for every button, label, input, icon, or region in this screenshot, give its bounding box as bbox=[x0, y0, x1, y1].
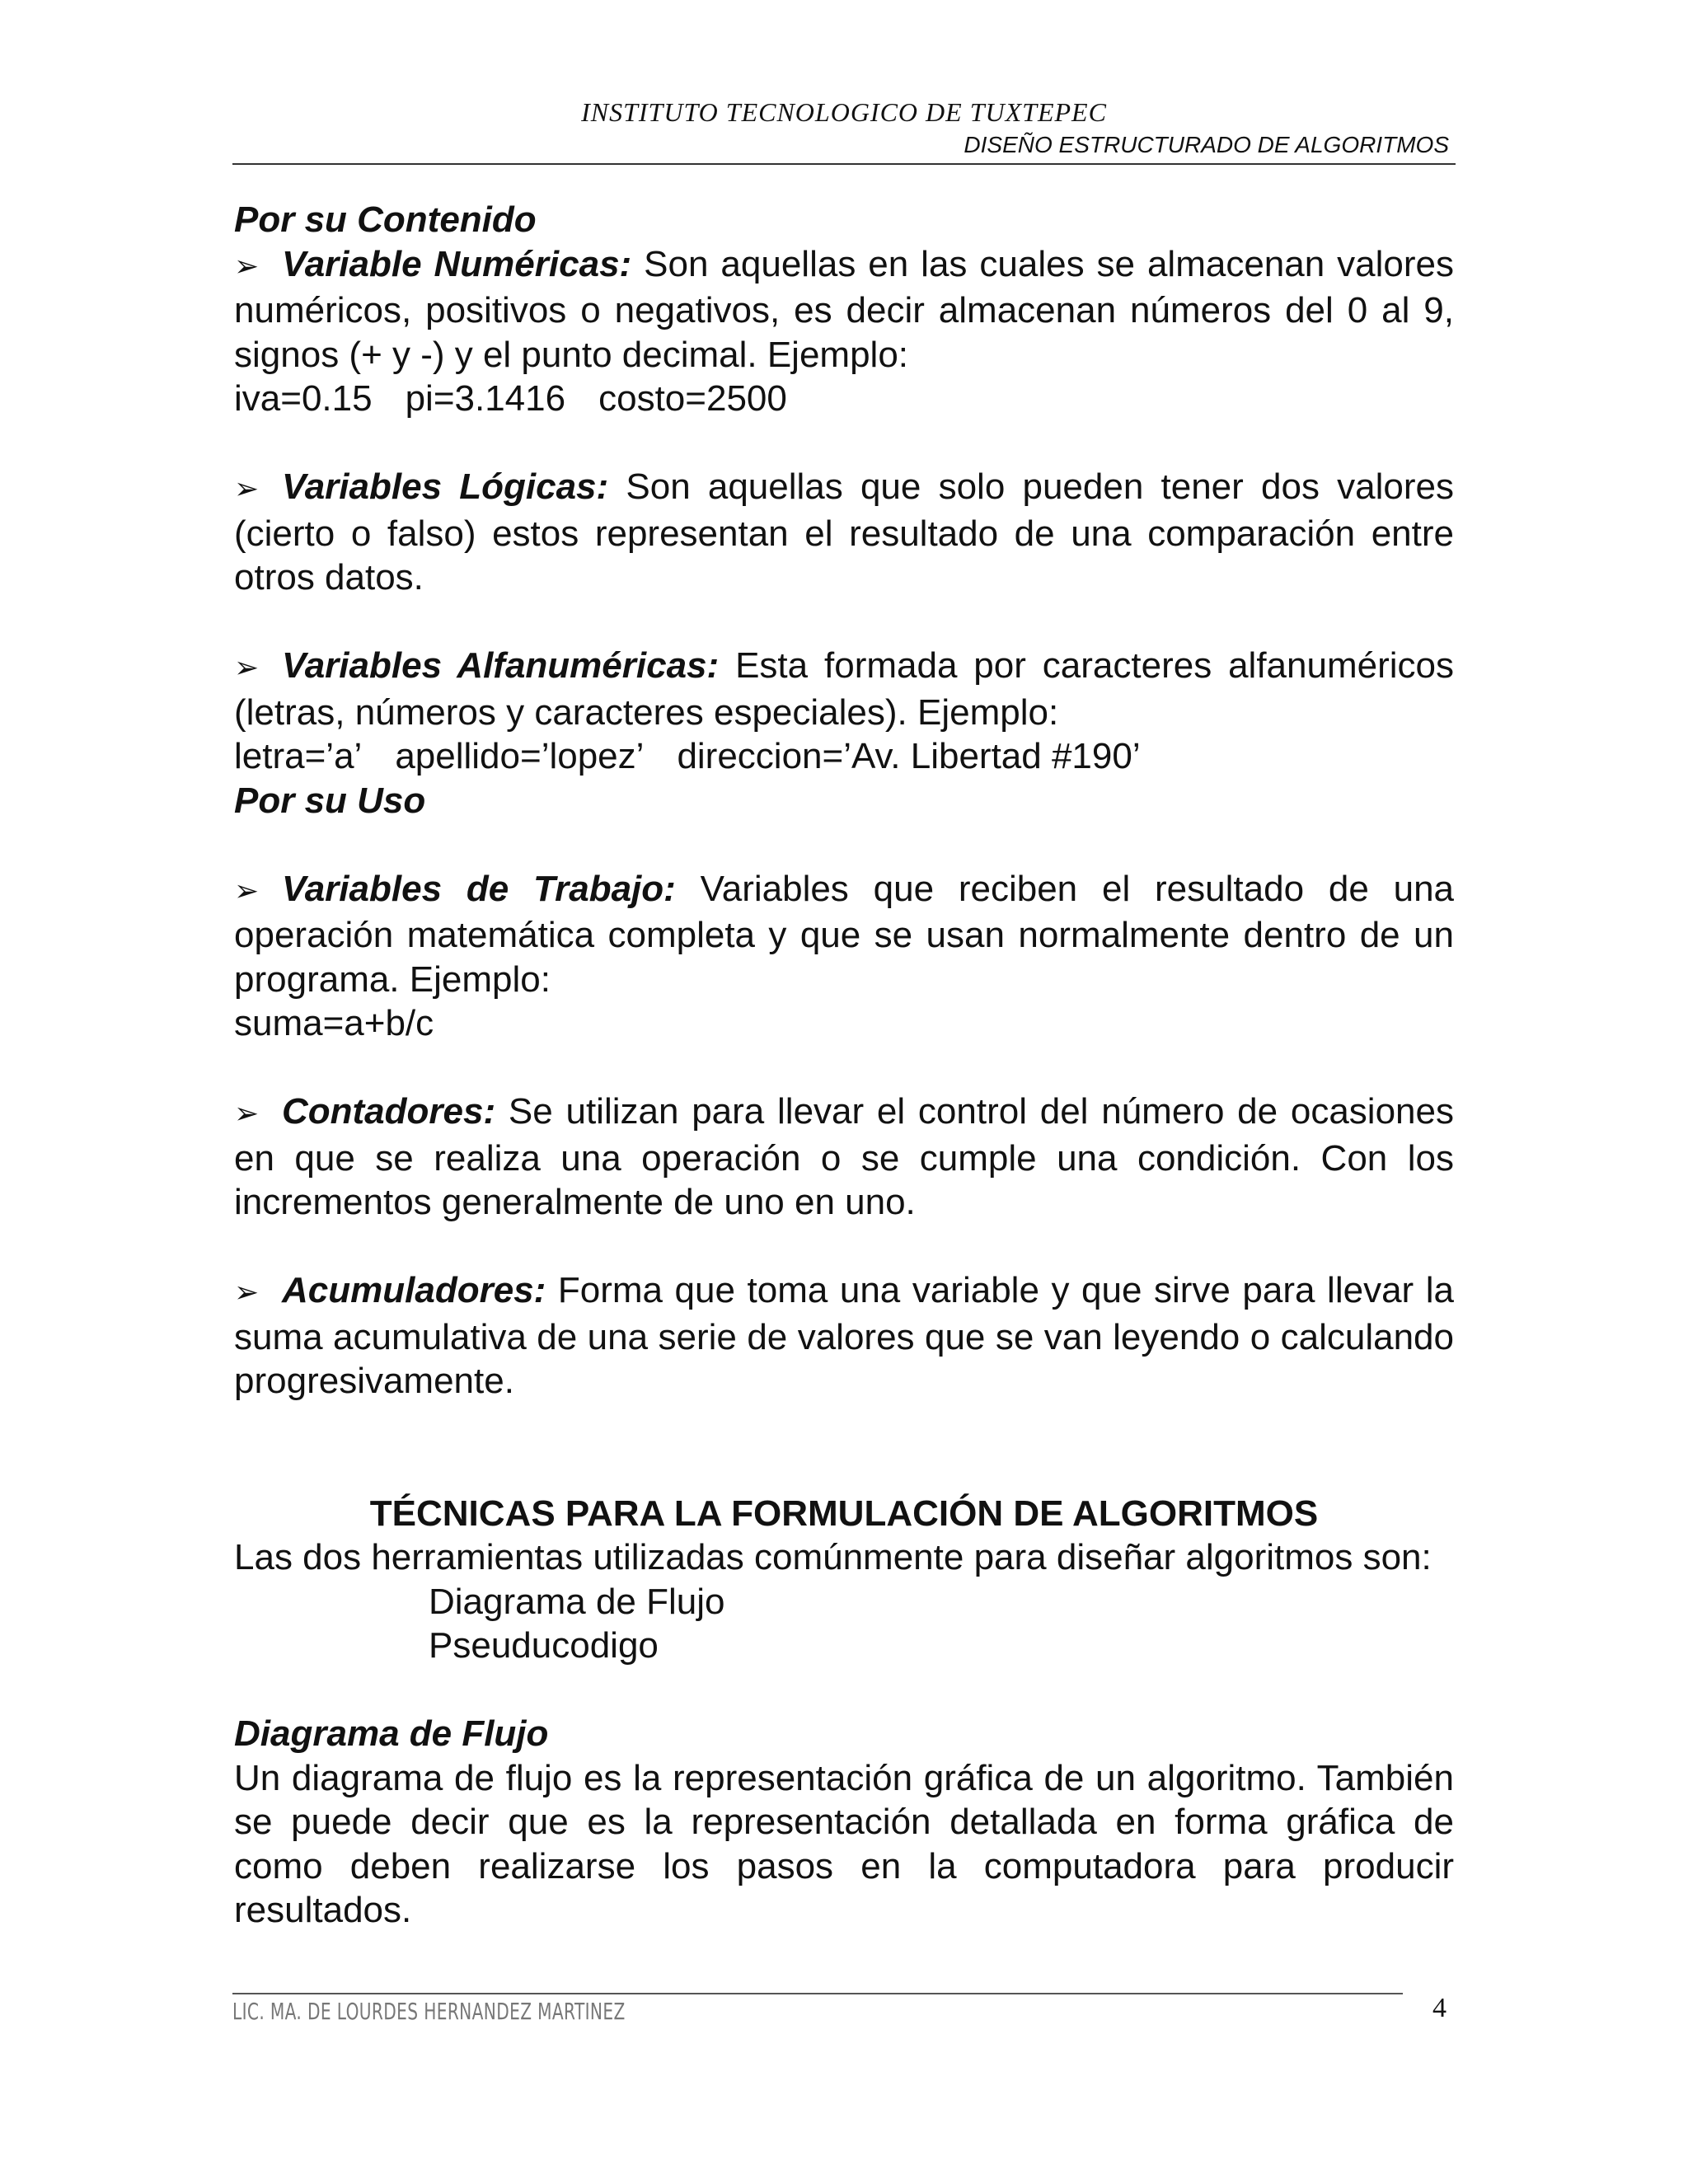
spacer bbox=[234, 823, 1454, 867]
tool-item: Diagrama de Flujo bbox=[429, 1581, 725, 1622]
section-title-tecnicas: TÉCNICAS PARA LA FORMULACIÓN DE ALGORITMOS bbox=[369, 1493, 1319, 1534]
desc-alfanumericas: Esta formada por caracteres alfanuméricos (letras, números y caracteres especiales). Ejemplo: bbox=[234, 645, 1454, 733]
header-divider bbox=[232, 163, 1456, 165]
page-content bbox=[234, 198, 1454, 1933]
term-trabajo: Variables de Trabajo: bbox=[282, 868, 676, 909]
section-title-uso: Por su Uso bbox=[234, 780, 426, 821]
term-acumuladores: Acumuladores: bbox=[282, 1270, 546, 1310]
page-header-course: DISEÑO ESTRUCTURADO DE ALGORITMOS bbox=[964, 132, 1449, 157]
item-contadores bbox=[234, 1090, 1454, 1225]
item-acumuladores bbox=[234, 1268, 1454, 1404]
desc-contadores: Se utilizan para llevar el control del número de ocasiones en que se realiza una operación o se cumple una condición. Con los incrementos generalmente de uno en uno. bbox=[234, 1091, 1454, 1222]
spacer bbox=[234, 600, 1454, 644]
spacer bbox=[234, 421, 1454, 466]
spacer bbox=[234, 1404, 1454, 1448]
example-direccion: direccion=’Av. Libertad #190’ bbox=[677, 736, 1141, 776]
arrow-bullet-icon: ➢ bbox=[234, 1276, 260, 1310]
footer-author: LIC. MA. DE LOURDES HERNANDEZ MARTINEZ bbox=[232, 1998, 626, 2025]
desc-acumuladores: Forma que toma una variable y que sirve para llevar la suma acumulativa de una serie de valores que se van leyendo o calculando progresivamente. bbox=[234, 1270, 1454, 1401]
example-iva: iva=0.15 bbox=[234, 378, 373, 419]
arrow-bullet-icon: ➢ bbox=[234, 651, 260, 685]
example-line-alfanumericas bbox=[234, 734, 1454, 779]
arrow-bullet-icon: ➢ bbox=[234, 1097, 260, 1131]
term-alfanumericas: Variables Alfanuméricas: bbox=[282, 645, 720, 686]
section-title-diagrama: Diagrama de Flujo bbox=[234, 1713, 549, 1754]
page-header-institution: INSTITUTO TECNOLOGICO DE TUXTEPEC bbox=[581, 97, 1107, 127]
desc-logicas: Son aquellas que solo pueden tener dos valores (cierto o falso) estos representan el resultado de una comparación entre otros datos. bbox=[234, 466, 1454, 598]
item-variables-logicas bbox=[234, 465, 1454, 600]
example-costo: costo=2500 bbox=[598, 378, 787, 419]
example-apellido: apellido=’lopez’ bbox=[395, 736, 645, 776]
desc-trabajo: Variables que reciben el resultado de una operación matemática completa y que se usan normalmente dentro de un programa. Ejemplo: bbox=[234, 868, 1455, 1000]
item-variables-trabajo bbox=[234, 867, 1454, 1002]
arrow-bullet-icon: ➢ bbox=[234, 874, 260, 908]
item-variables-alfanumericas bbox=[234, 644, 1454, 734]
tecnicas-intro: Las dos herramientas utilizadas comúnmente para diseñar algoritmos son: bbox=[234, 1537, 1432, 1577]
example-letra: letra=’a’ bbox=[234, 736, 363, 776]
spacer bbox=[234, 1046, 1454, 1090]
spacer bbox=[234, 1225, 1454, 1269]
arrow-bullet-icon: ➢ bbox=[234, 472, 260, 506]
example-pi: pi=3.1416 bbox=[405, 378, 566, 419]
page-number: 4 bbox=[1432, 1993, 1447, 2023]
example-line-trabajo: suma=a+b/c bbox=[234, 1003, 434, 1043]
spacer bbox=[234, 1447, 1454, 1492]
term-logicas: Variables Lógicas: bbox=[282, 466, 609, 507]
arrow-bullet-icon: ➢ bbox=[234, 249, 260, 284]
example-line-numericas bbox=[234, 377, 1454, 421]
tool-item: Pseuducodigo bbox=[429, 1625, 659, 1666]
spacer bbox=[234, 1668, 1454, 1713]
desc-numericas: Son aquellas en las cuales se almacenan valores numéricos, positivos o negativos, es decir almacenan números del 0 al 9, signos (+ y -) y el punto decimal. Ejemplo: bbox=[234, 243, 1455, 375]
footer-divider bbox=[232, 1993, 1403, 1994]
section-title-contenido: Por su Contenido bbox=[234, 199, 537, 240]
term-contadores: Contadores: bbox=[282, 1091, 496, 1132]
item-variables-numericas bbox=[234, 242, 1454, 377]
diagrama-description: Un diagrama de flujo es la representación gráfica de un algoritmo. También se puede decir que es la representación detallada en forma gráfica de como deben realizarse los pasos en la computadora para producir resultados. bbox=[234, 1757, 1454, 1930]
term-numericas: Variable Numéricas: bbox=[282, 243, 632, 284]
